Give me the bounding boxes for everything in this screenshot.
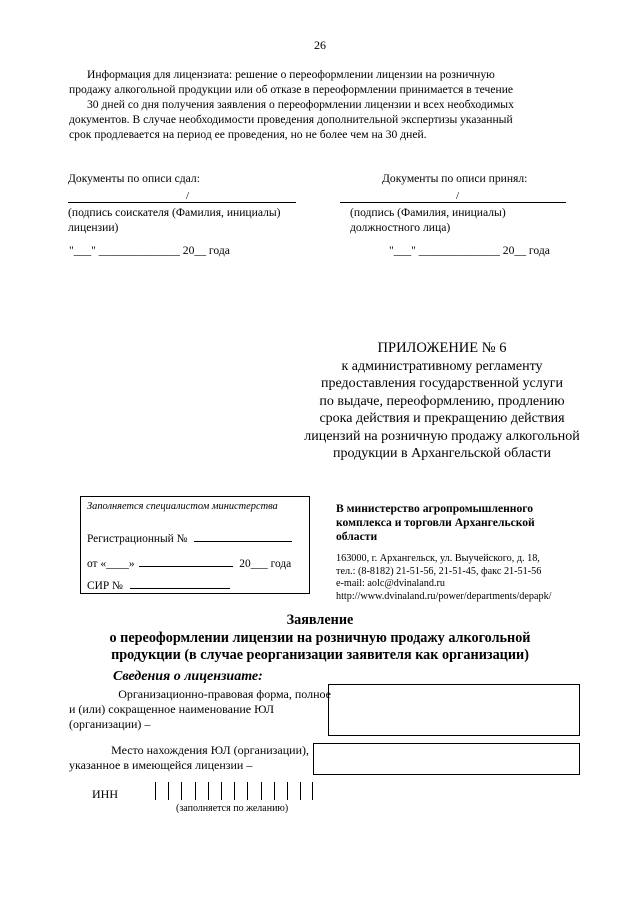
registration-number-row bbox=[87, 530, 292, 545]
org-name-label bbox=[69, 687, 331, 732]
statement-title-line: продукции (в случае реорганизации заявителя как организации) bbox=[111, 647, 529, 663]
addressee-email: e-mail: aolc@dvinaland.ru bbox=[336, 578, 445, 589]
statement-title-line: Заявление bbox=[286, 612, 354, 628]
signature-slash: / bbox=[456, 190, 460, 202]
registration-box-header: Заполняется специалистом министерства bbox=[87, 501, 278, 512]
appendix-title: ПРИЛОЖЕНИЕ № 6 bbox=[377, 340, 507, 356]
licensee-info-paragraph bbox=[69, 67, 597, 142]
info-line: Информация для лицензиата: решение о переоформлении лицензии на розничную bbox=[87, 68, 495, 81]
submitted-caption: (подпись соискателя (Фамилия, инициалы) bbox=[68, 206, 281, 219]
info-line: 30 дней со дня получения заявления о переоформлении лицензии и всех необходимых bbox=[87, 98, 514, 111]
inn-cell[interactable] bbox=[261, 782, 274, 800]
submitted-signature-line bbox=[68, 189, 296, 203]
appendix-line: к административному регламенту bbox=[341, 358, 543, 374]
org-name-label-line: (организации) – bbox=[69, 717, 151, 731]
statement-title-line: о переоформлении лицензии на розничную продажу алкогольной bbox=[109, 629, 531, 646]
addressee-phone: тел.: (8-8182) 21-51-56, 21-51-45, факс 21-51-56 bbox=[336, 565, 542, 577]
addressee-org-line: области bbox=[336, 530, 378, 543]
inn-cell[interactable] bbox=[181, 782, 194, 800]
addressee-url: http://www.dvinaland.ru/power/departments/depapk/ bbox=[336, 590, 552, 602]
addressee-org-line: В министерство агропромышленного bbox=[336, 502, 534, 515]
addressee-contacts bbox=[336, 553, 586, 603]
sir-row bbox=[87, 577, 230, 592]
appendix-line: лицензий на розничную продажу алкогольной bbox=[304, 428, 580, 444]
location-label bbox=[69, 743, 309, 773]
inn-cell[interactable] bbox=[247, 782, 260, 800]
sir-label: СИР № bbox=[87, 580, 123, 592]
inn-cell[interactable] bbox=[155, 782, 168, 800]
inn-cell[interactable] bbox=[195, 782, 208, 800]
sir-field[interactable] bbox=[130, 577, 230, 589]
info-line: срок продлевается на период ее проведения, но не более чем на 30 дней. bbox=[69, 128, 427, 141]
info-line: продажу алкогольной продукции или об отказе в переоформлении принимается в течение bbox=[69, 83, 514, 96]
inn-cell[interactable] bbox=[287, 782, 300, 800]
accepted-signature-line bbox=[340, 189, 566, 203]
appendix-heading bbox=[283, 340, 601, 463]
licensee-section-title: Сведения о лицензиате: bbox=[113, 669, 263, 684]
accepted-caption: (подпись (Фамилия, инициалы) bbox=[350, 206, 506, 219]
inn-cell[interactable] bbox=[300, 782, 313, 800]
org-name-label-line: Организационно-правовая форма, полное bbox=[118, 687, 331, 701]
info-line: документов. В случае необходимости проведения дополнительной экспертизы указанный bbox=[69, 113, 513, 126]
org-name-label-line: и (или) сокращенное наименование ЮЛ bbox=[69, 702, 275, 716]
location-label-line: Место нахождения ЮЛ (организации), bbox=[111, 743, 309, 757]
registration-number-label: Регистрационный № bbox=[87, 533, 188, 545]
addressee-block bbox=[336, 502, 586, 603]
registration-date-row bbox=[87, 555, 291, 570]
inn-input[interactable] bbox=[155, 782, 313, 800]
page-number: 26 bbox=[314, 38, 326, 52]
inn-cell[interactable] bbox=[208, 782, 221, 800]
registration-month-field[interactable] bbox=[139, 555, 233, 567]
inn-cell[interactable] bbox=[274, 782, 287, 800]
addressee-address: 163000, г. Архангельск, ул. Выучейского, д. 18, bbox=[336, 553, 540, 564]
org-name-input[interactable] bbox=[328, 684, 580, 736]
addressee-org bbox=[336, 502, 586, 544]
inn-label: ИНН bbox=[92, 787, 118, 801]
appendix-line: предоставления государственной услуги bbox=[321, 376, 563, 391]
accepted-signature-block bbox=[340, 171, 580, 235]
location-input[interactable] bbox=[313, 743, 580, 775]
appendix-line: продукции в Архангельской области bbox=[333, 446, 551, 461]
accepted-caption-2: должностного лица) bbox=[350, 221, 451, 234]
inn-cell[interactable] bbox=[234, 782, 247, 800]
addressee-org-line: комплекса и торговли Архангельской bbox=[336, 516, 535, 529]
inn-note: (заполняется по желанию) bbox=[176, 803, 289, 814]
submitted-title: Документы по описи сдал: bbox=[68, 172, 200, 185]
location-label-line: указанное в имеющейся лицензии – bbox=[69, 758, 253, 772]
inn-cell[interactable] bbox=[168, 782, 181, 800]
registration-number-field[interactable] bbox=[194, 530, 292, 542]
appendix-line: срока действия и прекращению действия bbox=[319, 411, 565, 426]
registration-box bbox=[80, 496, 310, 594]
signature-slash: / bbox=[186, 190, 190, 202]
statement-title bbox=[60, 612, 580, 665]
registration-date-prefix: от «____» bbox=[87, 558, 135, 570]
inn-cell[interactable] bbox=[221, 782, 234, 800]
submitted-date: "___" ______________ 20__ года bbox=[69, 244, 230, 257]
appendix-line: по выдаче, переоформлению, продлению bbox=[319, 393, 565, 409]
registration-date-suffix: 20___ года bbox=[239, 558, 292, 570]
submitted-signature-block bbox=[68, 171, 318, 235]
submitted-caption-2: лицензии) bbox=[68, 221, 119, 234]
accepted-date: "___" ______________ 20__ года bbox=[389, 244, 550, 257]
accepted-title: Документы по описи принял: bbox=[382, 172, 528, 185]
